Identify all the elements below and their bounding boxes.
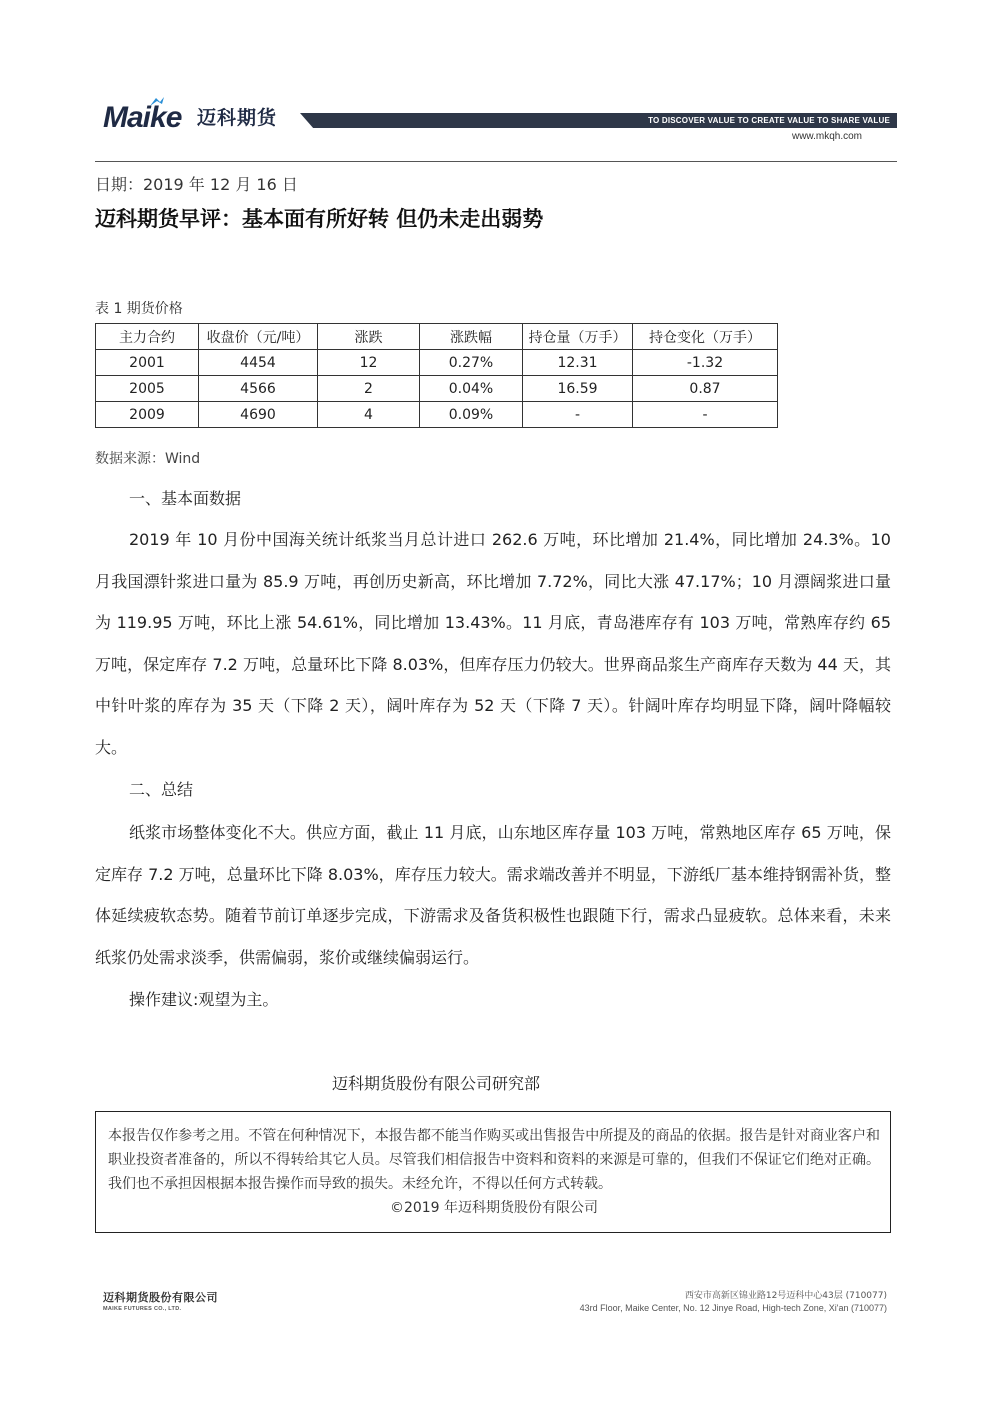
logo-wordmark: Maike bbox=[103, 101, 182, 134]
table-cell: 2 bbox=[318, 376, 420, 402]
disclaimer-text: 本报告仅作参考之用。不管在何种情况下，本报告都不能当作购买或出售报告中所提及的商品的依据。报告是针对商业客户和职业投资者准备的，所以不得转给其它人员。尽管我们相信报告中资料和资料的来源是可靠的，但我们不保证它们绝对正确。我们也不承担因根据本报告操作而导致的损失。未经允许，不得以任何方式转载。 bbox=[108, 1128, 880, 1192]
table-header-cell: 收盘价（元/吨） bbox=[199, 324, 318, 350]
table-cell: 0.09% bbox=[420, 402, 523, 428]
table-cell: 4566 bbox=[199, 376, 318, 402]
footer-company-name: 迈科期货股份有限公司 bbox=[103, 1291, 218, 1304]
footer-address-cn: 西安市高新区锦业路12号迈科中心43层 (710077) bbox=[684, 1291, 887, 1301]
table-cell: 4690 bbox=[199, 402, 318, 428]
table-cell: 0.04% bbox=[420, 376, 523, 402]
table-header-cell: 涨跌 bbox=[318, 324, 420, 350]
report-date: 日期：2019 年 12 月 16 日 bbox=[95, 175, 298, 194]
table-header-cell: 持仓变化（万手） bbox=[633, 324, 778, 350]
header-divider bbox=[95, 161, 897, 162]
fundamentals-paragraph: 2019 年 10 月份中国海关统计纸浆当月总计进口 262.6 万吨，环比增加 21.4%，同比增加 24.3%。10 月我国漂针浆进口量为 85.9 万吨，再创历史新高，环比增加 7.72%，同比大涨 47.17%；10 月漂阔浆进口量为 119.95 万吨，环比上涨 54.61%，同比增加 13.43%。11 月底，青岛港库存有 103 万吨，常熟库存约 65 万吨，保定库存 7.2 万吨，总量环比下降 8.03%，但库存压力仍较大。世界商品浆生产商库存天数为 44 天，其中针叶浆的库存为 35 天（下降 2 天），阔叶库存为 52 天（下降 7 天）。针阔叶库存均明显下降，阔叶降幅较大。 bbox=[95, 530, 891, 757]
table-cell: 4 bbox=[318, 402, 420, 428]
website-url[interactable]: www.mkqh.com bbox=[791, 131, 862, 142]
table-cell: 12 bbox=[318, 350, 420, 376]
table-cell: - bbox=[523, 402, 633, 428]
copyright-notice: ©2019 年迈科期货股份有限公司 bbox=[389, 1200, 599, 1216]
table-cell: 0.27% bbox=[420, 350, 523, 376]
section-heading-summary: 二、总结 bbox=[129, 780, 194, 799]
table-header-row bbox=[96, 324, 778, 350]
table-cell: 2001 bbox=[96, 350, 199, 376]
logo-chinese-name: 迈科期货 bbox=[197, 107, 278, 129]
table-row bbox=[96, 350, 778, 376]
table-caption: 表 1 期货价格 bbox=[95, 301, 183, 317]
footer-company-name-en: MAIKE FUTURES CO., LTD. bbox=[103, 1306, 182, 1312]
data-source-note: 数据来源：Wind bbox=[95, 451, 201, 467]
slogan-text: TO DISCOVER VALUE TO CREATE VALUE TO SHARE VALUE bbox=[648, 116, 890, 125]
table-row bbox=[96, 402, 778, 428]
table-cell: 12.31 bbox=[523, 350, 633, 376]
table-cell: 4454 bbox=[199, 350, 318, 376]
disclaimer-box bbox=[95, 1111, 891, 1233]
summary-paragraph: 纸浆市场整体变化不大。供应方面，截止 11 月底，山东地区库存量 103 万吨，常熟地区库存 65 万吨，保定库存 7.2 万吨，总量环比下降 8.03%，库存压力较大。需求端改善并不明显，下游纸厂基本维持钢需补货，整体延续疲软态势。随着节前订单逐步完成，下游需求及备货积极性也跟随下行，需求凸显疲软。总体来看，未来纸浆仍处需求淡季，供需偏弱，浆价或继续偏弱运行。 bbox=[95, 823, 891, 967]
table-cell: 16.59 bbox=[523, 376, 633, 402]
table-row bbox=[96, 376, 778, 402]
research-department: 迈科期货股份有限公司研究部 bbox=[331, 1074, 540, 1093]
table-header-cell: 主力合约 bbox=[96, 324, 199, 350]
futures-price-table bbox=[95, 323, 778, 428]
logo-accent-icon bbox=[148, 96, 166, 108]
table-header-cell: 持仓量（万手） bbox=[523, 324, 633, 350]
table-cell: 0.87 bbox=[633, 376, 778, 402]
table-header-cell: 涨跌幅 bbox=[420, 324, 523, 350]
footer-address-en: 43rd Floor, Maike Center, No. 12 Jinye Road, High-tech Zone, Xi'an (710077) bbox=[579, 1303, 887, 1313]
table-cell: -1.32 bbox=[633, 350, 778, 376]
report-title: 迈科期货早评：基本面有所好转 但仍未走出弱势 bbox=[95, 207, 544, 231]
section-heading-fundamentals: 一、基本面数据 bbox=[129, 489, 242, 508]
operation-advice: 操作建议:观望为主。 bbox=[129, 990, 279, 1009]
table-cell: 2005 bbox=[96, 376, 199, 402]
table-cell: - bbox=[633, 402, 778, 428]
table-cell: 2009 bbox=[96, 402, 199, 428]
